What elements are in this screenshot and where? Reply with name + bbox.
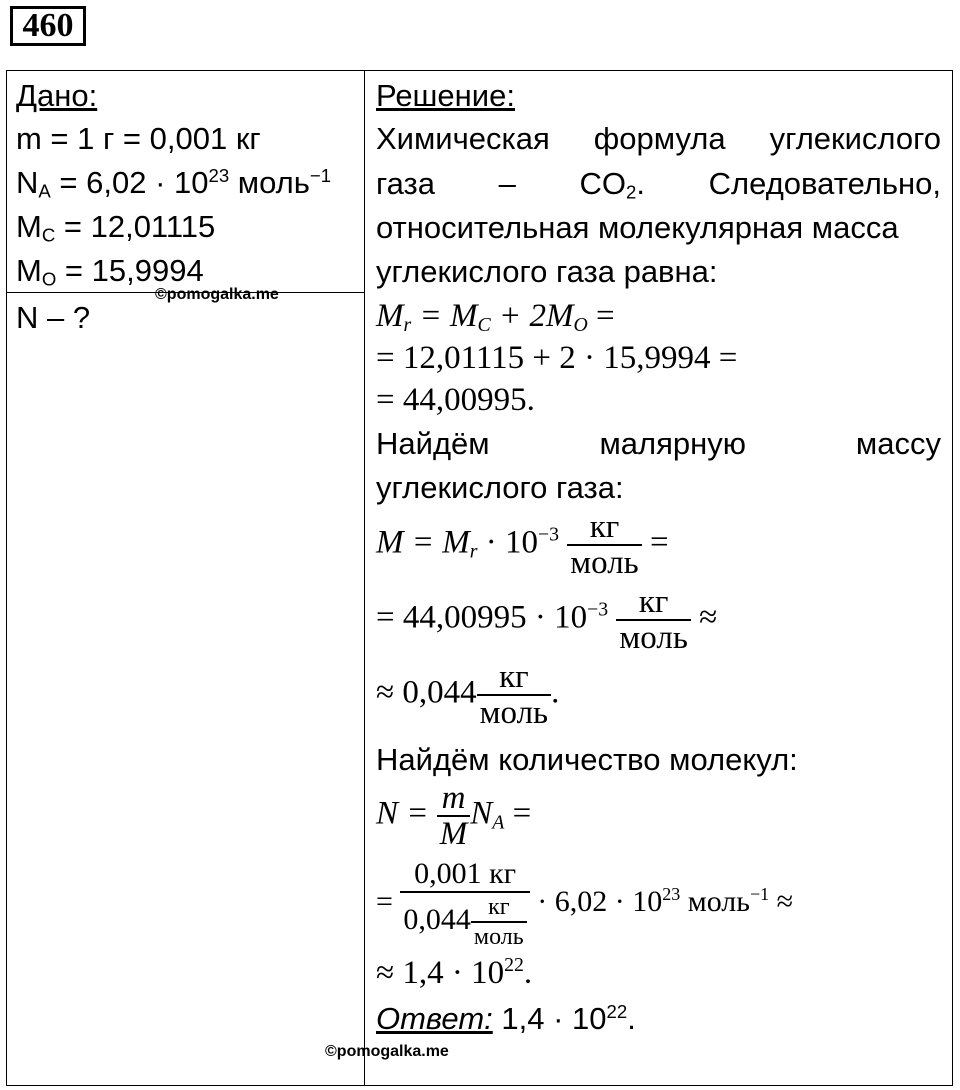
answer: Ответ: $1,4 \cdot 10^{22}$. <box>376 1000 636 1036</box>
formula-molecule-count-substitution: = 0,001 кг 0,044 $\frac{кг}{\text{моль}}$ · $6,02 \cdot 10^{23}$ моль$^{-1}$ ≈ <box>376 857 794 950</box>
formula-relative-mass-result: = 44,00995. <box>376 382 535 418</box>
watermark: ©pomogalka.me <box>155 286 279 303</box>
find-quantity: N – ? <box>16 300 91 335</box>
formula-molecule-count: N = $\frac{m}{M}$ $N_A$ = <box>376 780 532 852</box>
formula-molar-mass: $M = M_r \cdot 10^{-3}$ $\frac{кг}{\text{моль}}$ = <box>376 509 669 581</box>
solution-text-line: Химическая формула углекислого <box>376 121 941 156</box>
given-heading: Дано: <box>16 78 98 113</box>
problem-number: 460 <box>10 6 86 46</box>
solution-text-line: Найдём малярную массу <box>376 426 941 461</box>
solution-text-line: углекислого газа: <box>376 470 624 505</box>
solution-text-line: относительная молекулярная масса <box>376 210 899 245</box>
formula-molecule-count-result: ≈ $1,4 \cdot 10^{22}$. <box>376 954 533 991</box>
solution-heading: Решение: <box>376 78 515 113</box>
given-avogadro: $N_A = 6,02 \cdot 10^{23}$ моль$^{-1}$ <box>16 164 332 202</box>
given-mass: m = 1 г = 0,001 кг <box>16 121 261 156</box>
formula-relative-mass-substitution: = 12,01115 + 2 · 15,9994 = <box>376 340 738 376</box>
formula-molar-mass-substitution: = $44,00995 \cdot 10^{-3}$ $\frac{кг}{\text{моль}}$ ≈ <box>376 584 718 656</box>
formula-molar-mass-result: ≈ 0,044 $\frac{кг}{\text{моль}}$ . <box>376 659 560 731</box>
watermark: ©pomogalka.me <box>325 1043 449 1060</box>
solution-text-line: Найдём количество молекул: <box>376 742 798 777</box>
given-molar-o: $M_O = 15,9994$ <box>16 253 204 290</box>
formula-relative-mass: $M_r = M_C + 2M_O$ = <box>376 298 615 336</box>
column-divider <box>364 70 365 1086</box>
answer-label: Ответ: <box>376 1001 493 1036</box>
solution-text-line: газа – $CO_2$. Следовательно, <box>376 166 941 203</box>
solution-text-line: углекислого газа равна: <box>376 254 718 289</box>
given-molar-c: $M_C = 12,01115$ <box>16 209 216 246</box>
